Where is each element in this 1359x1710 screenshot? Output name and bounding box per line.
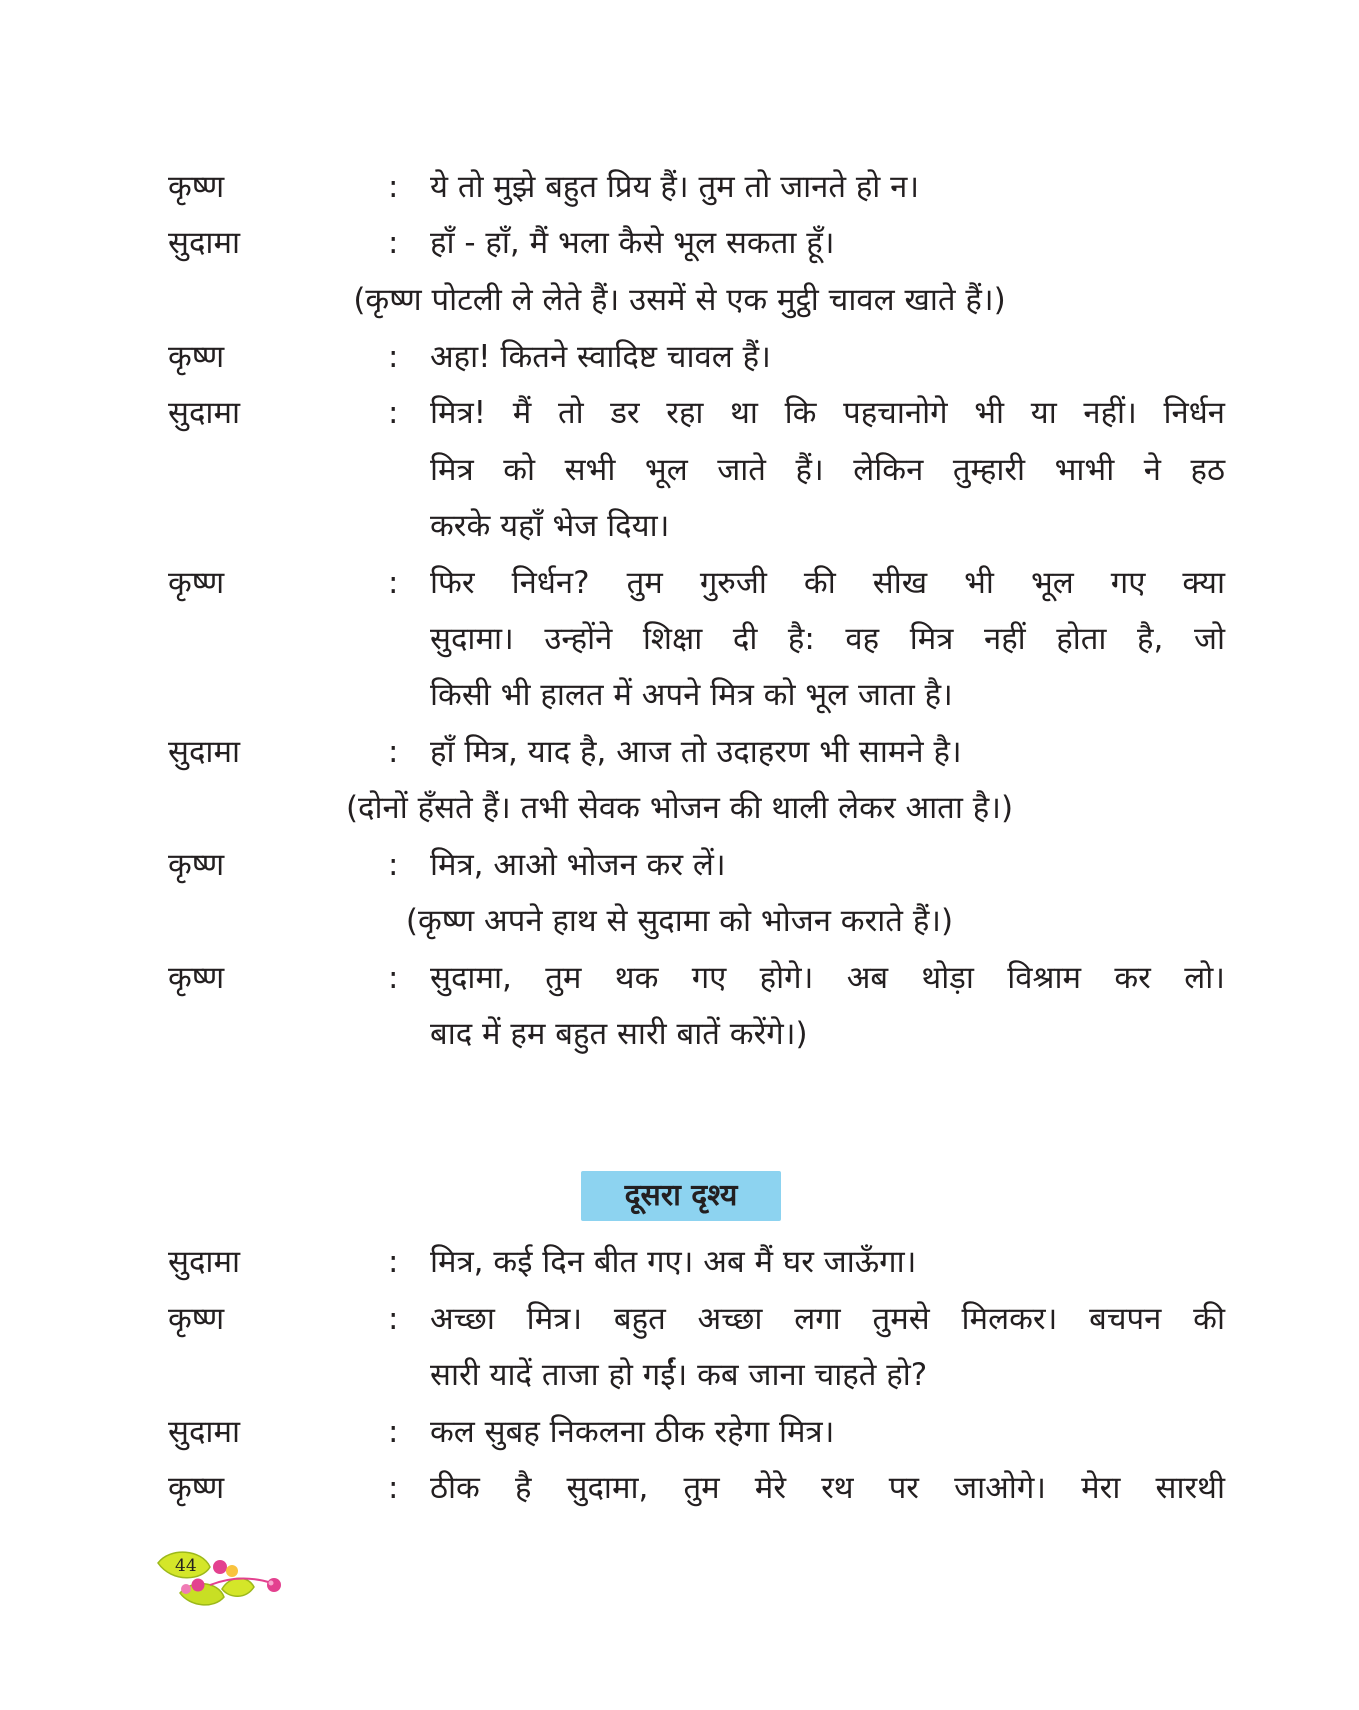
colon: :	[388, 1244, 399, 1280]
dialogue-line	[0, 1289, 1359, 1349]
dialogue-text: किसी भी हालत में अपने मित्र को भूल जाता है।	[430, 677, 953, 713]
stage-direction-line	[0, 270, 1359, 330]
colon: :	[388, 339, 399, 375]
speaker-name: कृष्ण	[168, 1301, 225, 1337]
stage-direction-line	[0, 778, 1359, 838]
floral-ornament-icon	[150, 1545, 290, 1620]
colon: :	[388, 395, 399, 431]
speaker-name: सुदामा	[168, 395, 241, 431]
speaker-name: कृष्ण	[168, 339, 225, 375]
dialogue-line	[0, 157, 1359, 217]
dialogue-text: ठीक है सुदामा, तुम मेरे रथ पर जाओगे। मेरा सारथी	[430, 1470, 1225, 1506]
dialogue-text: हाँ - हाँ, मैं भला कैसे भूल सकता हूँ।	[430, 225, 835, 261]
dialogue-continuation	[0, 1004, 1359, 1064]
dialogue-text: सुदामा, तुम थक गए होगे। अब थोड़ा विश्राम कर लो।	[430, 960, 1225, 996]
stage-direction: (दोनों हँसते हैं। तभी सेवक भोजन की थाली लेकर आता है।)	[345, 790, 1014, 826]
dialogue-line	[0, 327, 1359, 387]
colon: :	[388, 1414, 399, 1450]
dialogue-line	[0, 213, 1359, 273]
dialogue-line	[0, 1402, 1359, 1462]
dialogue-text: सुदामा। उन्होंने शिक्षा दी है: वह मित्र नहीं होता है, जो	[430, 621, 1225, 657]
dialogue-continuation	[0, 496, 1359, 556]
dialogue-text: ये तो मुझे बहुत प्रिय हैं। तुम तो जानते हो न।	[430, 169, 920, 205]
stage-direction: (कृष्ण पोटली ले लेते हैं। उसमें से एक मुट्ठी चावल खाते हैं।)	[353, 282, 1006, 318]
dialogue-text: करके यहाँ भेज दिया।	[430, 508, 670, 544]
speaker-name: कृष्ण	[168, 565, 225, 601]
dialogue-text: सारी यादें ताजा हो गईं। कब जाना चाहते हो?	[430, 1357, 928, 1393]
dialogue-line	[0, 835, 1359, 895]
page-number: 44	[175, 1556, 197, 1576]
dialogue-text: मित्र! मैं तो डर रहा था कि पहचानोगे भी या नहीं। निर्धन	[430, 395, 1225, 431]
colon: :	[388, 169, 399, 205]
dialogue-line	[0, 1232, 1359, 1292]
colon: :	[388, 565, 399, 601]
dialogue-text: मित्र, आओ भोजन कर लें।	[430, 847, 726, 883]
stage-direction: (कृष्ण अपने हाथ से सुदामा को भोजन कराते हैं।)	[405, 903, 954, 939]
speaker-name: सुदामा	[168, 734, 241, 770]
speaker-name: सुदामा	[168, 1244, 241, 1280]
colon: :	[388, 1470, 399, 1506]
colon: :	[388, 960, 399, 996]
dialogue-continuation	[0, 1345, 1359, 1405]
dialogue-text: बाद में हम बहुत सारी बातें करेंगे।)	[430, 1016, 808, 1052]
colon: :	[388, 734, 399, 770]
dialogue-line	[0, 948, 1359, 1008]
dialogue-text: फिर निर्धन? तुम गुरुजी की सीख भी भूल गए क्या	[430, 565, 1225, 601]
speaker-name: कृष्ण	[168, 960, 225, 996]
speaker-name: सुदामा	[168, 225, 241, 261]
colon: :	[388, 225, 399, 261]
speaker-name: कृष्ण	[168, 169, 225, 205]
speaker-name: कृष्ण	[168, 1470, 225, 1506]
dialogue-continuation	[0, 665, 1359, 725]
dialogue-continuation	[0, 609, 1359, 669]
dialogue-line	[0, 383, 1359, 443]
dialogue-text: हाँ मित्र, याद है, आज तो उदाहरण भी सामने है।	[430, 734, 962, 770]
dialogue-line	[0, 553, 1359, 613]
dialogue-text: मित्र, कई दिन बीत गए। अब मैं घर जाऊँगा।	[430, 1244, 917, 1280]
dialogue-continuation	[0, 440, 1359, 500]
speaker-name: सुदामा	[168, 1414, 241, 1450]
speaker-name: कृष्ण	[168, 847, 225, 883]
dialogue-line	[0, 1458, 1359, 1518]
dialogue-text: मित्र को सभी भूल जाते हैं। लेकिन तुम्हारी भाभी ने हठ	[430, 452, 1225, 488]
dialogue-line	[0, 722, 1359, 782]
dialogue-text: अहा! कितने स्वादिष्ट चावल हैं।	[430, 339, 771, 375]
colon: :	[388, 1301, 399, 1337]
dialogue-text: कल सुबह निकलना ठीक रहेगा मित्र।	[430, 1414, 835, 1450]
stage-direction-line	[0, 891, 1359, 951]
colon: :	[388, 847, 399, 883]
dialogue-text: अच्छा मित्र। बहुत अच्छा लगा तुमसे मिलकर। बचपन की	[430, 1301, 1225, 1337]
scene-heading: दूसरा दृश्य	[581, 1171, 781, 1221]
